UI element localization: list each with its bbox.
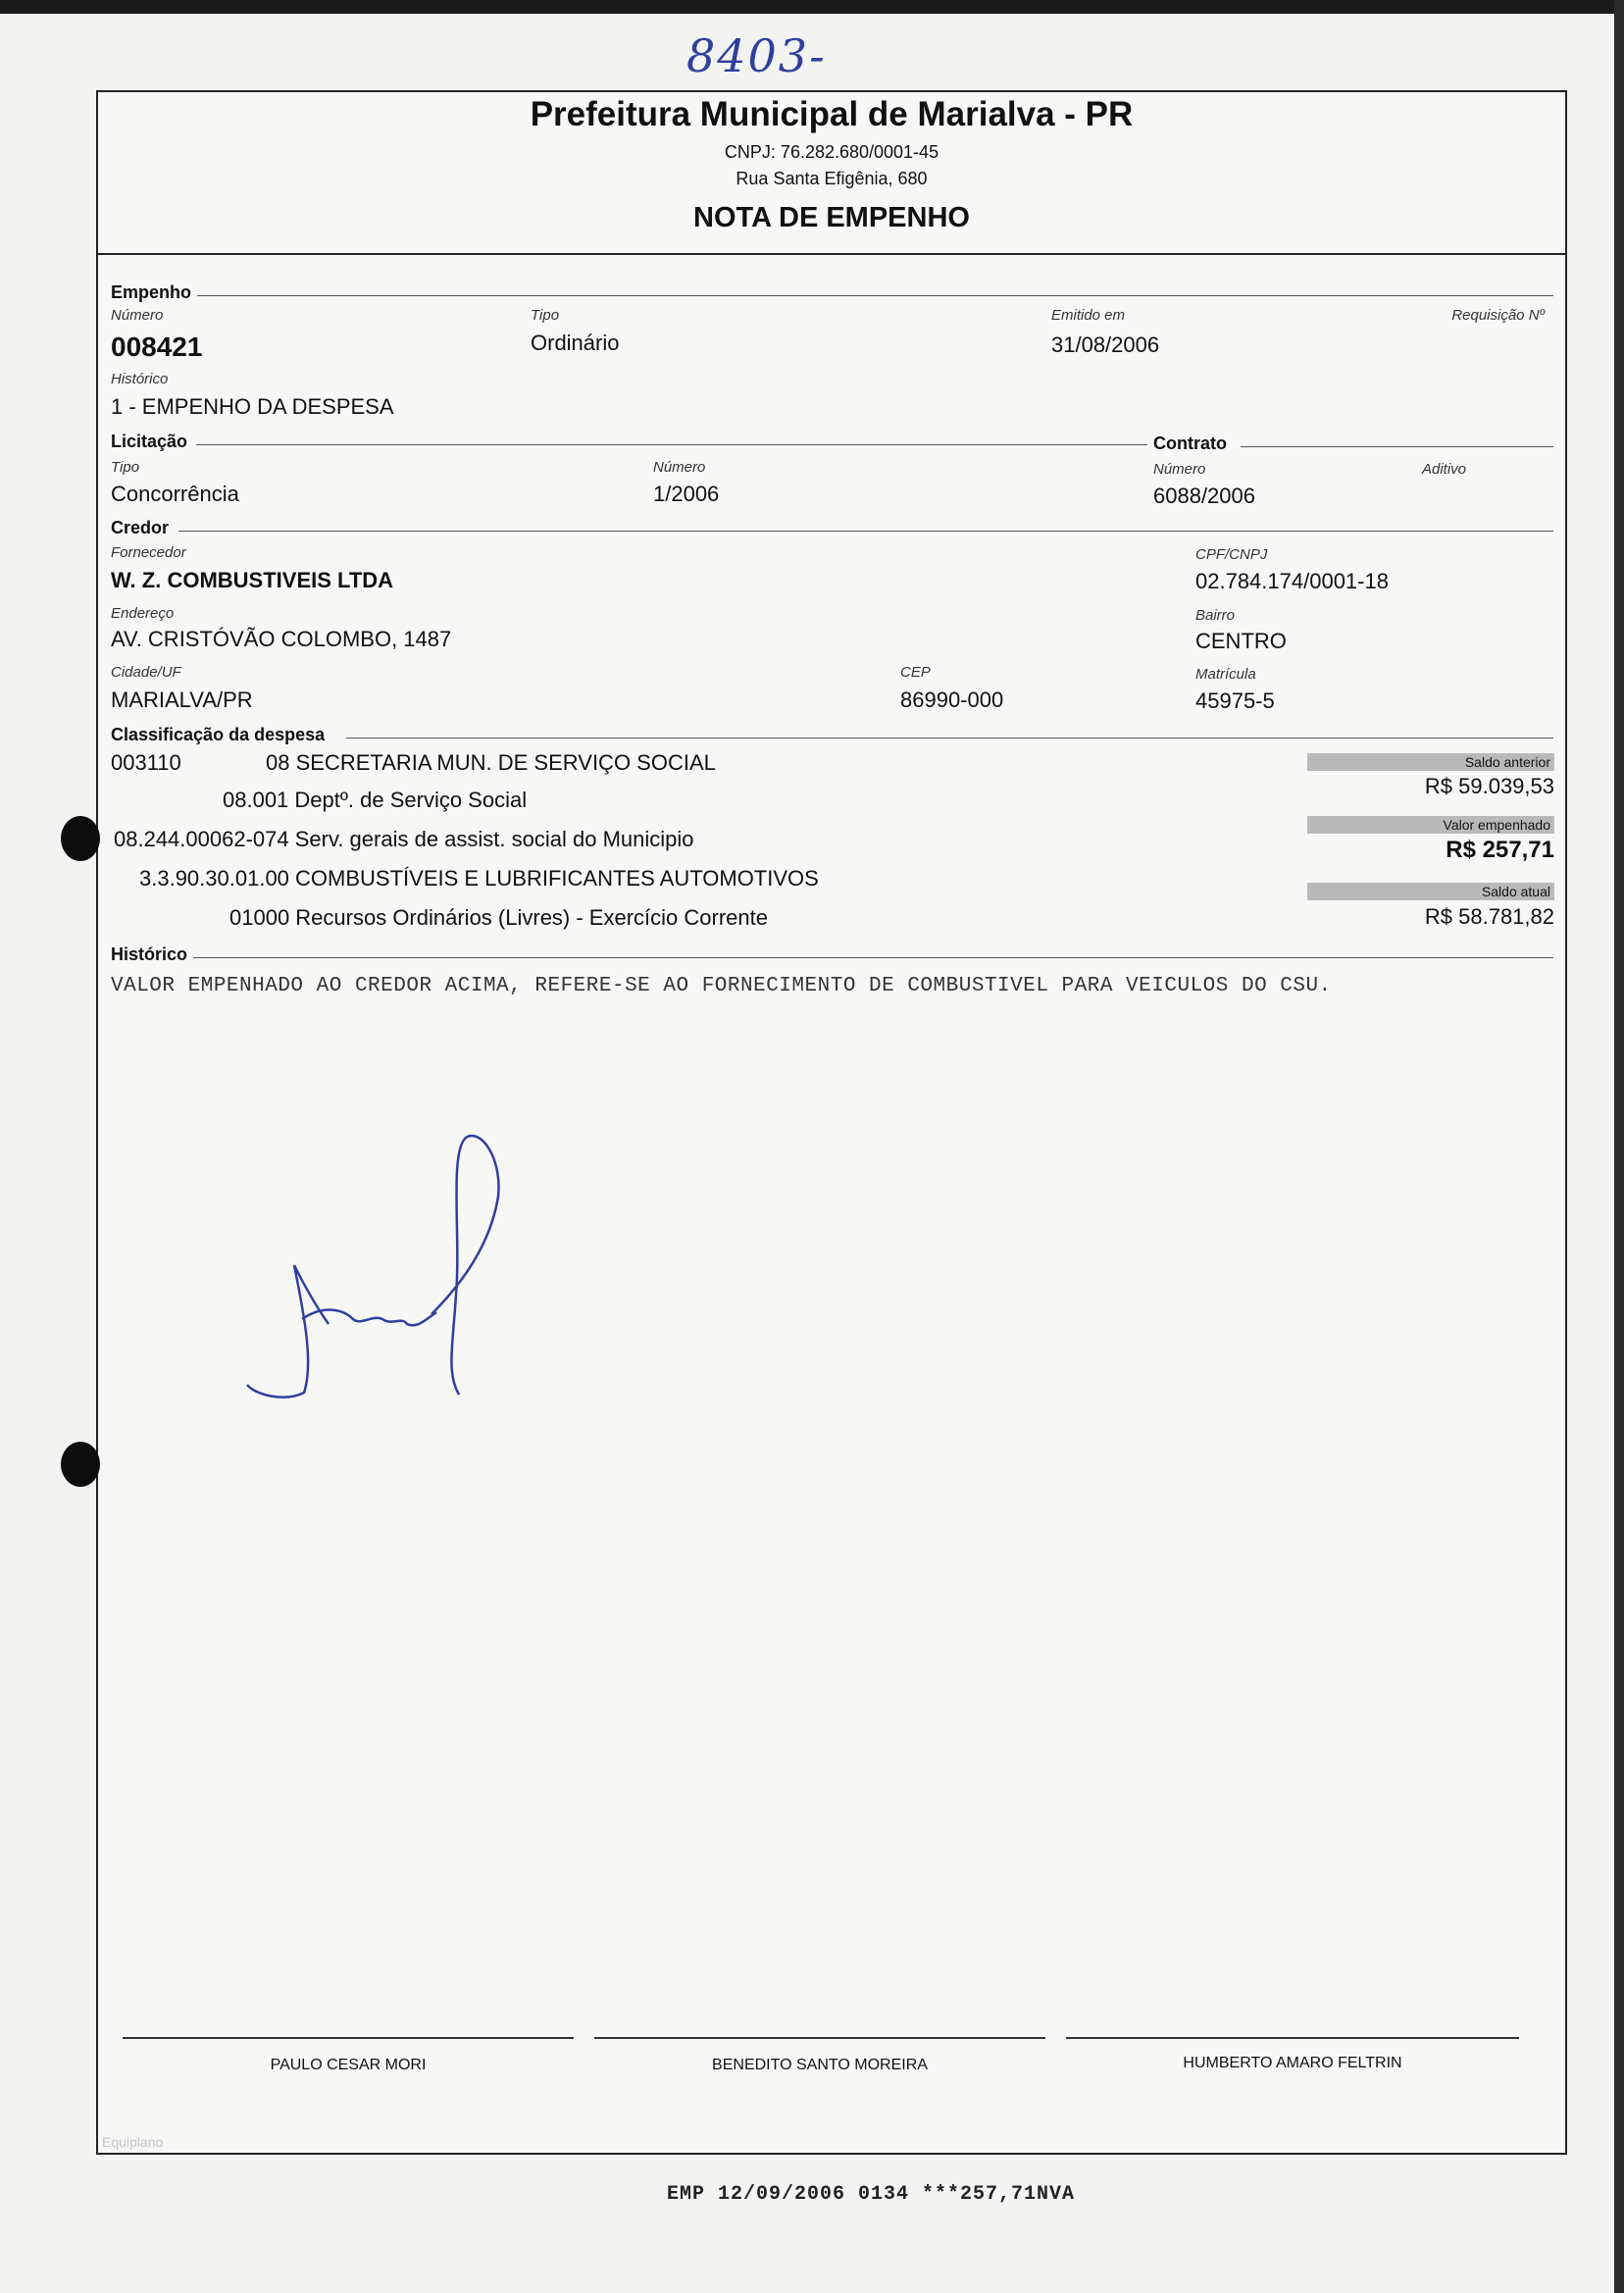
signature-line-3 bbox=[1066, 2037, 1519, 2039]
empenho-tipo: Ordinário bbox=[531, 331, 620, 355]
signature-scribble bbox=[235, 1118, 549, 1412]
endereco-value: AV. CRISTÓVÃO COLOMBO, 1487 bbox=[111, 627, 452, 651]
signature-name-1: PAULO CESAR MORI bbox=[270, 2057, 427, 2073]
cep-value: 86990-000 bbox=[900, 688, 1004, 712]
bairro-value: CENTRO bbox=[1195, 629, 1287, 653]
cep-label: CEP bbox=[900, 664, 931, 681]
empenho-historico-label: Histórico bbox=[111, 371, 169, 387]
saldo-atual-value: R$ 58.781,82 bbox=[1424, 904, 1554, 929]
rule-empenho bbox=[196, 295, 1553, 296]
empenho-numero: 008421 bbox=[111, 331, 203, 362]
section-classificacao: Classificação da despesa bbox=[111, 725, 330, 745]
footer-stamp: EMP 12/09/2006 0134 ***257,71NVA bbox=[667, 2183, 1076, 2206]
rule-classificacao bbox=[346, 738, 1553, 739]
licitacao-numero: 1/2006 bbox=[653, 482, 720, 506]
valor-empenhado-value: R$ 257,71 bbox=[1446, 837, 1554, 863]
section-empenho: Empenho bbox=[111, 282, 197, 303]
matricula-label: Matrícula bbox=[1195, 666, 1256, 683]
punch-hole-bottom bbox=[61, 1442, 100, 1487]
emitido-date: 31/08/2006 bbox=[1051, 332, 1160, 357]
classificacao-line1: 08 SECRETARIA MUN. DE SERVIÇO SOCIAL bbox=[266, 750, 716, 775]
rule-credor bbox=[178, 531, 1553, 532]
classificacao-line5: 01000 Recursos Ordinários (Livres) - Exercício Corrente bbox=[229, 905, 768, 930]
empenho-numero-label: Número bbox=[111, 307, 164, 324]
classificacao-line4: 3.3.90.30.01.00 COMBUSTÍVEIS E LUBRIFICANTES AUTOMOTIVOS bbox=[139, 866, 819, 891]
section-historico: Histórico bbox=[111, 944, 193, 965]
licitacao-tipo: Concorrência bbox=[111, 482, 239, 506]
saldo-anterior-value: R$ 59.039,53 bbox=[1424, 774, 1554, 798]
classificacao-code: 003110 bbox=[111, 750, 181, 775]
empenho-tipo-label: Tipo bbox=[531, 307, 560, 324]
section-licitacao: Licitação bbox=[111, 432, 193, 452]
cpf-label: CPF/CNPJ bbox=[1195, 546, 1268, 563]
section-contrato: Contrato bbox=[1153, 433, 1233, 454]
bairro-label: Bairro bbox=[1195, 607, 1236, 624]
fornecedor-name: W. Z. COMBUSTIVEIS LTDA bbox=[111, 568, 394, 592]
licitacao-tipo-label: Tipo bbox=[111, 459, 140, 476]
cidade-label: Cidade/UF bbox=[111, 664, 181, 681]
requisicao-label: Requisição Nº bbox=[1451, 307, 1545, 324]
page-title: Prefeitura Municipal de Marialva - PR bbox=[530, 95, 1134, 133]
classificacao-line2: 08.001 Deptº. de Serviço Social bbox=[223, 788, 528, 812]
document-title: NOTA DE EMPENHO bbox=[693, 202, 970, 233]
section-credor: Credor bbox=[111, 518, 175, 538]
signature-line-1 bbox=[123, 2037, 574, 2039]
header-cnpj: CNPJ: 76.282.680/0001-45 bbox=[724, 142, 939, 162]
contrato-numero: 6088/2006 bbox=[1153, 484, 1255, 508]
rule-licitacao bbox=[196, 444, 1147, 445]
punch-hole-top bbox=[61, 816, 100, 861]
empenho-historico: 1 - EMPENHO DA DESPESA bbox=[111, 394, 394, 419]
licitacao-numero-label: Número bbox=[653, 459, 706, 476]
historico-text: VALOR EMPENHADO AO CREDOR ACIMA, REFERE-SE AO FORNECIMENTO DE COMBUSTIVEL PARA VEICULOS DO CSU. bbox=[111, 975, 1332, 997]
saldo-anterior-label: Saldo anterior bbox=[1307, 753, 1554, 771]
fornecedor-label: Fornecedor bbox=[111, 544, 186, 561]
contrato-numero-label: Número bbox=[1153, 461, 1206, 478]
cidade-value: MARIALVA/PR bbox=[111, 688, 253, 712]
rule-contrato bbox=[1241, 446, 1553, 447]
saldo-atual-label: Saldo atual bbox=[1307, 883, 1554, 900]
classificacao-line3: 08.244.00062-074 Serv. gerais de assist. social do Municipio bbox=[114, 827, 694, 851]
handwritten-number: 8403- bbox=[686, 29, 827, 82]
scan-edge-top bbox=[0, 0, 1624, 14]
emitido-label: Emitido em bbox=[1051, 307, 1126, 324]
signature-name-3: HUMBERTO AMARO FELTRIN bbox=[1183, 2055, 1402, 2071]
contrato-aditivo-label: Aditivo bbox=[1422, 461, 1467, 478]
valor-empenhado-label: Valor empenhado bbox=[1307, 816, 1554, 834]
endereco-label: Endereço bbox=[111, 605, 175, 622]
scan-edge-right bbox=[1614, 0, 1624, 2293]
footer-faint-label: Equiplano bbox=[102, 2134, 164, 2150]
signature-line-2 bbox=[594, 2037, 1045, 2039]
rule-historico bbox=[192, 957, 1553, 958]
signature-name-2: BENEDITO SANTO MOREIRA bbox=[712, 2057, 928, 2073]
header-address: Rua Santa Efigênia, 680 bbox=[736, 169, 928, 188]
matricula-value: 45975-5 bbox=[1195, 688, 1275, 713]
cpf-value: 02.784.174/0001-18 bbox=[1195, 569, 1389, 593]
